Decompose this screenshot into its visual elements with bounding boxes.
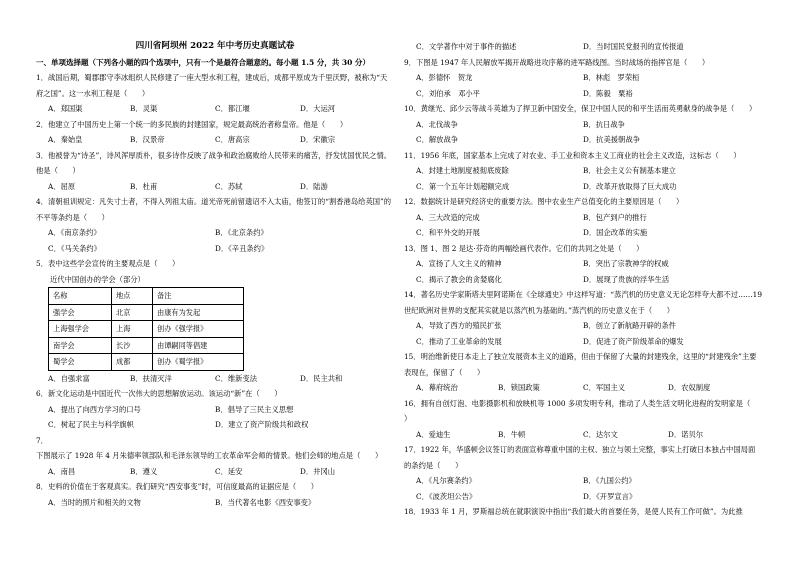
question-8-continued [404,39,762,55]
options [404,39,762,55]
table-caption: 近代中国创办的学会（部分） [50,274,145,284]
option-b: B．杜甫 [130,181,158,191]
question-number: 7． [36,435,48,445]
question-stem [404,55,762,71]
question-text: 著名历史学家斯塔夫里阿诺斯在《全球通史》中这样写道：“蒸汽机的历史意义无论怎样夸大都不过……19 世纪欧洲对世界的支配其实就是以蒸汽机为基础的。”蒸汽机的历史意义在于（ ） [404,290,762,315]
option-d: D．大运河 [300,104,336,113]
option-c: C．第一个五年计划超额完成 [416,181,510,191]
options [404,318,762,349]
option-a: A．幕府统治 [416,383,458,392]
question-stem [404,504,762,520]
option-c: C．苏轼 [215,181,243,191]
question-number: 13． [404,243,421,253]
question-9 [404,55,762,102]
question-stem [404,442,762,473]
option-d: D．民主共和 [300,373,343,383]
options [36,495,394,511]
table-cell: 上海 [112,321,153,338]
option-a: A．《凡尔赛条约》 [416,476,476,485]
question-stem [404,241,762,257]
option-b: B．社会主义公有制基本建立 [583,166,676,175]
option-b: B．当代著名电影《西安事变》 [215,497,316,507]
table-cell: 蜀学会 [49,354,112,371]
question-15 [404,349,762,396]
option-c: C．达尔文 [583,429,618,439]
option-a: A．屈原 [48,181,76,191]
table-header: 备注 [153,288,244,305]
option-d: D．井冈山 [300,466,336,476]
question-number: 17． [404,445,421,454]
question-stem [404,396,765,427]
question-6 [36,386,394,433]
question-number: 16． [404,398,421,408]
table-cell: 南学会 [49,337,112,354]
question-stem [36,479,394,495]
question-14 [404,287,762,349]
options [404,427,762,443]
question-text: 战国后期，蜀郡郡守李冰组织人民修建了一座大型水利工程，建成后，成都平原成为千里沃野，被称为“天府之国”。这一水利工程是（ ） [36,73,388,98]
table-header: 名称 [49,288,112,305]
question-text: 数据统计是研究经济史的重要方法。图中农业生产总值变化的主要原因是（ ） [420,197,684,206]
question-18 [404,504,762,520]
option-d: D．《开罗宣言》 [583,491,637,501]
option-c: C．推动了工业革命的发展 [416,336,502,346]
right-column [404,39,765,520]
question-text: 下图是 1947 年人民解放军揭开战略进攻序幕的进军路线图。当时战场的指挥官是（ ） [415,57,710,67]
question-stem [404,148,762,164]
table-row [49,337,244,354]
question-stem [36,70,394,101]
question-text: 1933 年 1 月，罗斯福总统在就职演说中指出“我们最大的首要任务，是使人民有工作可做”。为此推 [420,507,743,516]
question-7 [36,433,394,480]
table-cell: 由谭嗣同等倡建 [153,337,244,354]
option-b: B．灵渠 [130,104,158,113]
option-c: C．都江堰 [215,104,250,113]
option-a: A．《南京条约》 [48,228,101,237]
question-2 [36,117,394,148]
option-c: C．刘伯承 邓小平 [416,88,480,98]
question-number: 8． [36,482,48,491]
table-header: 地点 [112,288,153,305]
options [404,70,762,101]
question-stem [404,349,762,380]
options [404,380,762,396]
option-b: B．倡导了三民主义思想 [215,404,294,414]
option-c: C．维新变法 [215,373,258,383]
option-d: D．诺贝尔 [668,429,704,439]
question-text: 下图展示了 1928 年 4 月朱德率领部队和毛泽东领导的工农革命军会师的情景。他们会师的地点是（ ） [36,451,383,460]
option-c: C．文学著作中对于事件的描述 [416,42,517,51]
options [404,117,762,148]
question-text: 他被誉为“诗圣”，诗风浑厚质朴，很多诗作反映了战争和政治腐败给人民带来的痛苦，抒发忧国忧民之情。他是（ ） [36,150,392,175]
question-number: 6． [36,389,48,398]
option-a: A．三大改造的完成 [416,212,480,222]
table-cell: 创办《强学报》 [153,321,244,338]
question-11 [404,148,762,195]
question-stem [36,117,394,133]
options [404,473,762,504]
question-number: 14． [404,290,421,299]
options [36,464,394,480]
option-d: D．抗美援朝战争 [583,135,640,144]
table-cell: 北京 [112,304,153,321]
option-c: C．军国主义 [583,383,626,392]
option-c: C．解放战争 [416,135,459,144]
option-c: C．《马关条约》 [48,243,102,253]
question-stem [36,386,394,402]
question-stem [404,101,762,117]
option-b: B．《九国公约》 [583,476,636,485]
question-12 [404,194,762,241]
question-16 [404,396,765,443]
option-c: C．和平外交的开展 [416,228,480,237]
question-number: 15． [404,352,421,361]
option-b: B．遵义 [130,466,158,476]
option-d: D．陆游 [300,181,328,191]
option-c: C．树起了民主与科学旗帜 [48,420,134,429]
section-heading: 一、单项选择题（下列各小题的四个选项中，只有一个是最符合题意的。每小题 1.5 分，共 30 分） [36,57,370,67]
options [404,163,762,194]
option-a: A．导致了西方的殖民扩张 [416,321,502,330]
option-d: D．农奴制度 [668,383,711,392]
option-a: A．提出了向西方学习的口号 [48,404,141,414]
question-text: 黄继光、邱少云等战斗英雄为了捍卫新中国安全，保卫中国人民的和平生活而英勇献身的战争是（ ） [420,104,757,113]
option-d: D．《辛丑条约》 [215,243,269,253]
question-text: 明治维新使日本走上了独立发展资本主义的道路，但由于保留了大量的封建残余，这里的“封建残余”主要表现在，保留了（ ） [404,352,757,377]
question-17 [404,442,762,504]
option-c: C．揭示了教会的贪婪腐化 [416,274,502,284]
question-stem [36,148,394,179]
question-text: 图 1、图 2 是达·芬奇的两幅绘画代表作。它们的共同之处是（ ） [420,243,644,253]
table-row [49,321,244,338]
option-a: A．彭德怀 贺龙 [416,73,473,82]
question-stem [36,256,394,272]
option-d: D．宋徽宗 [300,135,336,144]
question-5 [36,256,394,386]
option-b: B．《北京条约》 [215,228,268,237]
option-d: D．改革开放取得了巨大成功 [583,181,677,191]
option-b: B．抗日战争 [583,119,625,129]
table-row [49,354,244,371]
option-a: A．当时的照片和相关的文物 [48,497,141,507]
options [404,210,762,241]
question-text: 表中这些学会宣传的主要观点是（ ） [47,259,180,268]
question-text: 1922 年，华盛顿会议签订的表面宣称尊重中国的主权、独立与领土完整，事实上打破日本独占中国局面的条约是（ ） [404,445,756,470]
option-b: B．扶清灭洋 [130,373,172,383]
question-text: 他建立了中国历史上第一个统一的多民族的封建国家，规定最高统治者称皇帝。他是（ ） [47,119,348,129]
option-b: B．牛顿 [498,429,526,439]
option-c: C．延安 [215,466,243,476]
option-d: D．促进了资产阶级革命的爆发 [583,336,684,346]
options [36,132,394,148]
option-a: A．北伐战争 [416,119,458,129]
question-stem [404,194,762,210]
left-column [36,39,394,510]
option-c: C．唐高宗 [215,135,250,144]
question-text: 史料的价值在于客观真实。我们研究“西安事变”时，可信度最高的证据应是（ ） [47,482,319,491]
question-number: 1． [36,73,48,82]
question-number: 18． [404,507,421,516]
question-4 [36,194,394,256]
question-number: 10． [404,104,421,113]
options [36,402,394,433]
options [36,371,394,387]
table-cell: 强学会 [49,304,112,321]
question-8 [36,479,394,510]
option-b: B．突出了宗教神学的权威 [583,259,669,268]
question-text: 清朝祖训规定：凡失寸土者，不得入列祖太庙。道光帝死前留遗诏不入太庙，他签订的“割香港岛给英国”的不平等条约是（ ） [36,197,392,222]
option-b: B．锁国政策 [498,383,540,392]
table-cell: 上海强学会 [49,321,112,338]
question-stem [36,194,394,225]
option-a: A．爱迪生 [416,429,451,439]
option-b: B．汉景帝 [130,135,165,144]
question-10 [404,101,762,148]
option-b: B．包产到户的推行 [583,212,647,222]
option-d: D．国企改革的实施 [583,228,648,237]
option-b: B．创立了新航路开辟的条件 [583,321,676,330]
option-a: A．南昌 [48,466,76,476]
question-number: 9． [404,57,416,67]
table-row [49,304,244,321]
table-header-row [49,288,244,305]
option-a: A．封建土地制度被彻底废除 [416,166,509,175]
option-c: C．《波茨坦公告》 [416,491,477,501]
question-3 [36,148,394,195]
options [36,101,394,117]
option-d: D．建立了资产阶级共和政权 [215,420,309,429]
table-cell: 成都 [112,354,153,371]
question-number: 5． [36,259,48,268]
options [404,256,762,287]
option-a: A．秦始皇 [48,135,83,144]
options [36,179,394,195]
question-text: 1956 年底，国家基本上完成了对农业、手工业和资本主义工商业的社会主义改造，这标志（ ） [420,150,741,160]
exam-title: 四川省阿坝州 2022 年中考历史真题试卷 [135,41,295,51]
table-cell: 长沙 [112,337,153,354]
question-13 [404,241,762,288]
question-1 [36,70,394,117]
societies-table [48,287,244,371]
table-cell: 创办《蜀学报》 [153,354,244,371]
table-cell: 由康有为发起 [153,304,244,321]
option-a: A．郑国渠 [48,104,83,113]
question-number: 4． [36,197,48,206]
question-number: 3． [36,150,48,160]
option-d: D．展现了贵族的浮华生活 [583,274,670,284]
option-a: A．宣扬了人文主义的精神 [416,259,502,268]
question-number: 2． [36,119,48,129]
option-b: B．林彪 罗荣桓 [583,73,640,82]
options [36,225,394,256]
question-number: 12． [404,197,421,206]
option-d: D．陈毅 粟裕 [583,88,633,98]
option-d: D．当时国民党报刊的宣传报道 [583,42,684,51]
question-stem [404,287,762,318]
question-text: 拥有自创灯泡、电影摄影机和放映机等 1000 多项发明专利，推动了人类生活文明化进程的发明家是（ ） [404,398,765,423]
question-stem [36,433,394,464]
question-number: 11． [404,150,421,160]
option-a: A．自强求富 [48,373,90,383]
question-text: 新文化运动是中国近代一次伟大的思想解放运动。该运动“新”在（ ） [47,389,282,398]
